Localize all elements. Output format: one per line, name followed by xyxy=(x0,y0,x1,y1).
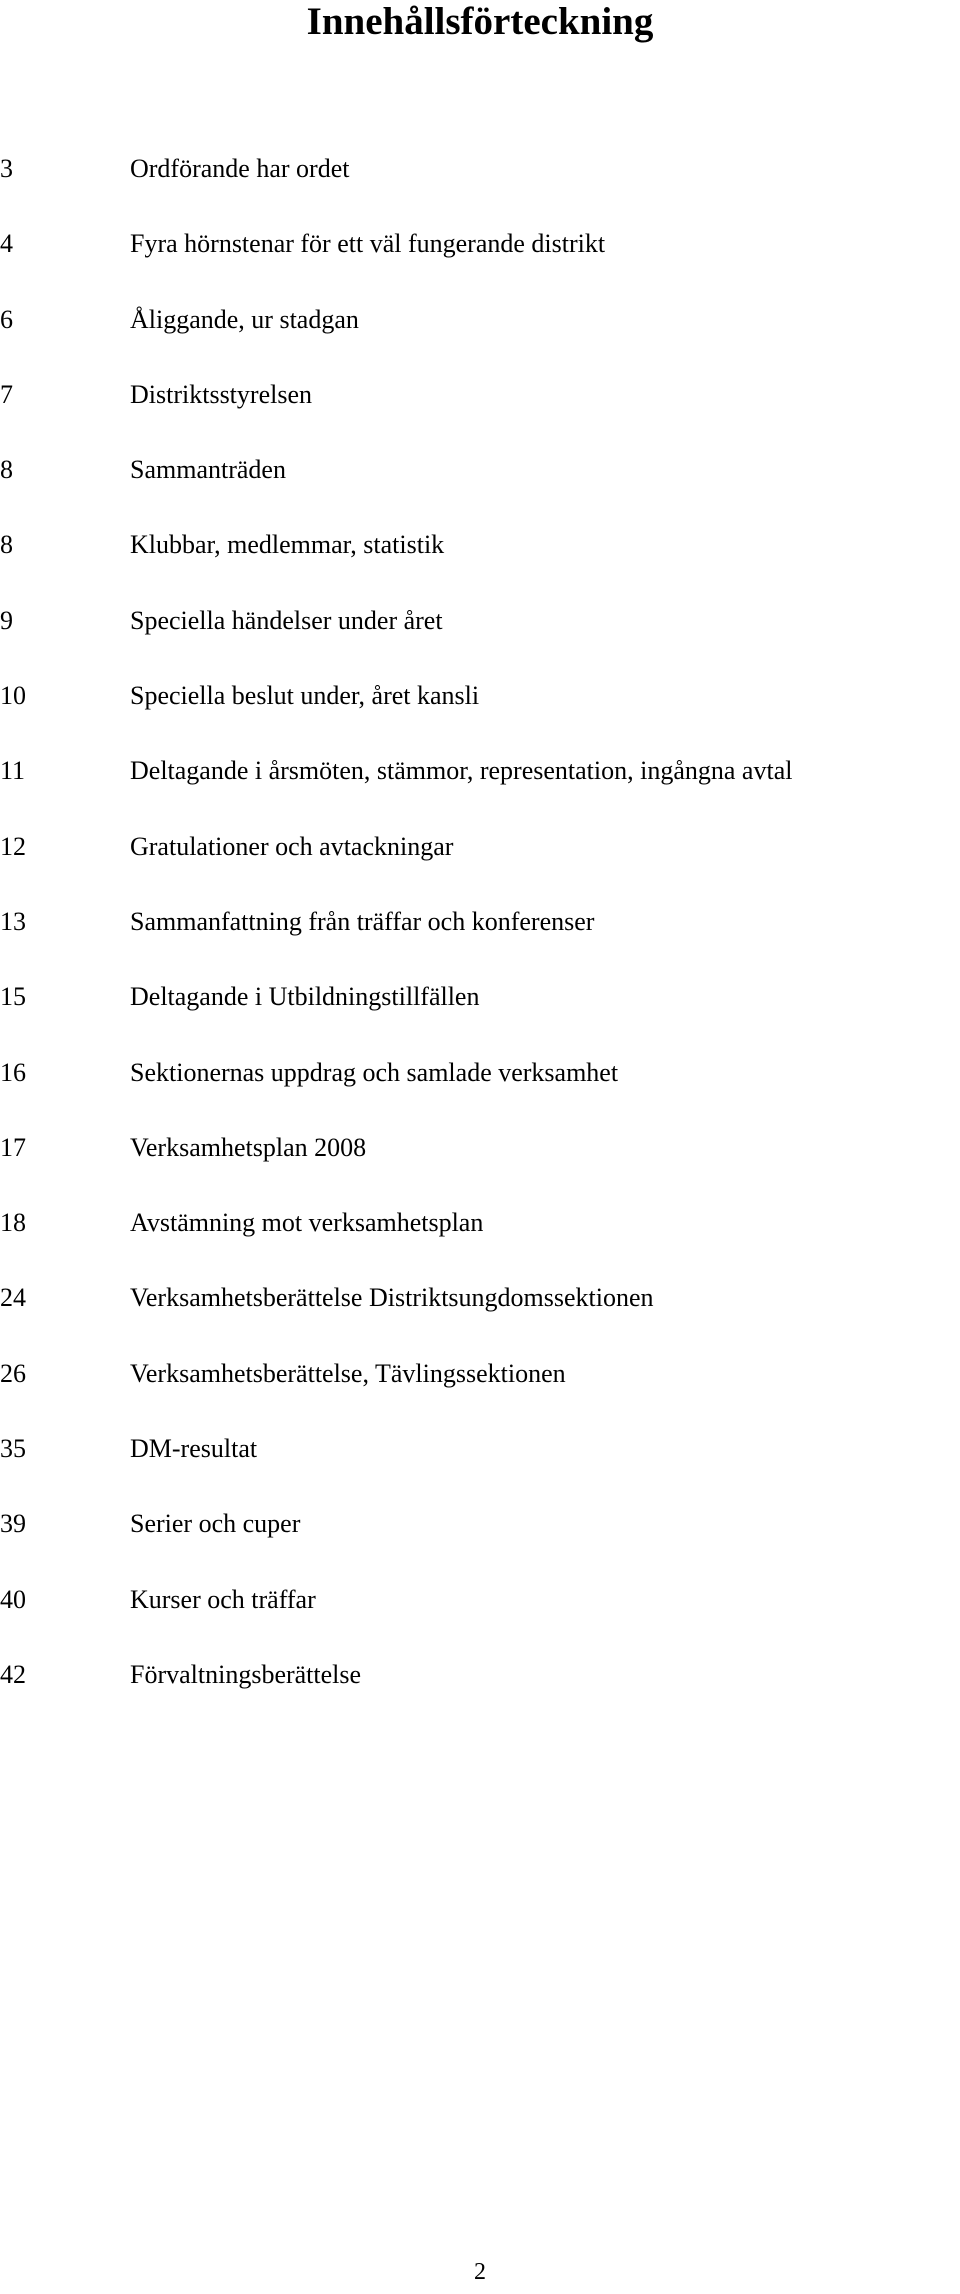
toc-entry xyxy=(0,1050,960,1125)
toc-entry-label: Deltagande i årsmöten, stämmor, representation, ingångna avtal xyxy=(130,756,793,786)
toc-entry xyxy=(0,221,960,296)
toc-entry xyxy=(0,1652,960,1727)
toc-entry xyxy=(0,1125,960,1200)
toc-entry xyxy=(0,748,960,823)
toc-page-number: 35 xyxy=(0,1434,26,1464)
toc-page-number: 9 xyxy=(0,605,13,635)
page-title: Innehållsförteckning xyxy=(306,0,654,43)
toc-entry-label: Serier och cuper xyxy=(130,1509,301,1539)
toc-entry-label: Speciella beslut under, året kansli xyxy=(130,681,480,711)
toc-entry xyxy=(0,297,960,372)
toc-entry-label: Sammanfattning från träffar och konferenser xyxy=(130,906,595,936)
toc-entry-label: Verksamhetsplan 2008 xyxy=(130,1132,367,1162)
toc-page-number: 10 xyxy=(0,681,26,711)
toc-entry xyxy=(0,673,960,748)
toc-entry-label: Kurser och träffar xyxy=(130,1584,316,1614)
toc-entry-label: Verksamhetsberättelse, Tävlingssektionen xyxy=(130,1358,566,1388)
toc-entry-label: Förvaltningsberättelse xyxy=(130,1659,362,1689)
toc-page-number: 8 xyxy=(0,530,13,560)
toc-page-number: 6 xyxy=(0,304,13,334)
toc-entry-label: Avstämning mot verksamhetsplan xyxy=(130,1208,484,1238)
toc-entry xyxy=(0,899,960,974)
toc-entry-label: Speciella händelser under året xyxy=(130,605,443,635)
toc-entry xyxy=(0,1501,960,1576)
toc-entry xyxy=(0,824,960,899)
toc-entry xyxy=(0,372,960,447)
toc-page-number: 26 xyxy=(0,1358,26,1388)
toc-page-number: 7 xyxy=(0,379,13,409)
toc-entry-label: Ordförande har ordet xyxy=(130,154,350,183)
toc-page-number: 15 xyxy=(0,982,26,1012)
toc-entry xyxy=(0,1200,960,1275)
toc-entry-label: DM-resultat xyxy=(130,1434,258,1464)
toc-entry xyxy=(0,1275,960,1350)
toc-entry xyxy=(0,1577,960,1652)
toc-entry xyxy=(0,974,960,1049)
toc-entry xyxy=(0,146,960,221)
toc-entry xyxy=(0,1426,960,1501)
toc-page-number: 3 xyxy=(0,154,13,183)
toc-entry-label: Verksamhetsberättelse Distriktsungdomssektionen xyxy=(130,1283,654,1313)
toc-entry-label: Sektionernas uppdrag och samlade verksamhet xyxy=(130,1057,619,1087)
toc-page-number: 11 xyxy=(0,756,26,786)
toc-page-number: 17 xyxy=(0,1132,26,1162)
toc-entry xyxy=(0,522,960,597)
table-of-contents xyxy=(0,146,960,1727)
toc-entry-label: Fyra hörnstenar för ett väl fungerande distrikt xyxy=(130,229,606,259)
toc-entry-label: Sammanträden xyxy=(130,455,286,485)
toc-page-number: 4 xyxy=(0,229,13,259)
toc-entry-label: Klubbar, medlemmar, statistik xyxy=(130,530,445,560)
toc-entry-label: Distriktsstyrelsen xyxy=(130,379,312,409)
toc-page-number: 24 xyxy=(0,1283,26,1313)
toc-entry xyxy=(0,598,960,673)
toc-entry-label: Gratulationer och avtackningar xyxy=(130,831,454,861)
toc-page-number: 40 xyxy=(0,1584,26,1614)
toc-page-number: 13 xyxy=(0,906,26,936)
toc-page-number: 16 xyxy=(0,1057,26,1087)
page-number: 2 xyxy=(474,2259,486,2285)
toc-page-number: 42 xyxy=(0,1659,26,1689)
toc-entry-label: Deltagande i Utbildningstillfällen xyxy=(130,982,480,1012)
toc-page-number: 8 xyxy=(0,455,13,485)
toc-entry-label: Åliggande, ur stadgan xyxy=(130,304,359,334)
toc-entry xyxy=(0,447,960,522)
toc-entry xyxy=(0,1351,960,1426)
toc-page-number: 39 xyxy=(0,1509,26,1539)
toc-page-number: 12 xyxy=(0,831,26,861)
toc-page-number: 18 xyxy=(0,1208,26,1238)
